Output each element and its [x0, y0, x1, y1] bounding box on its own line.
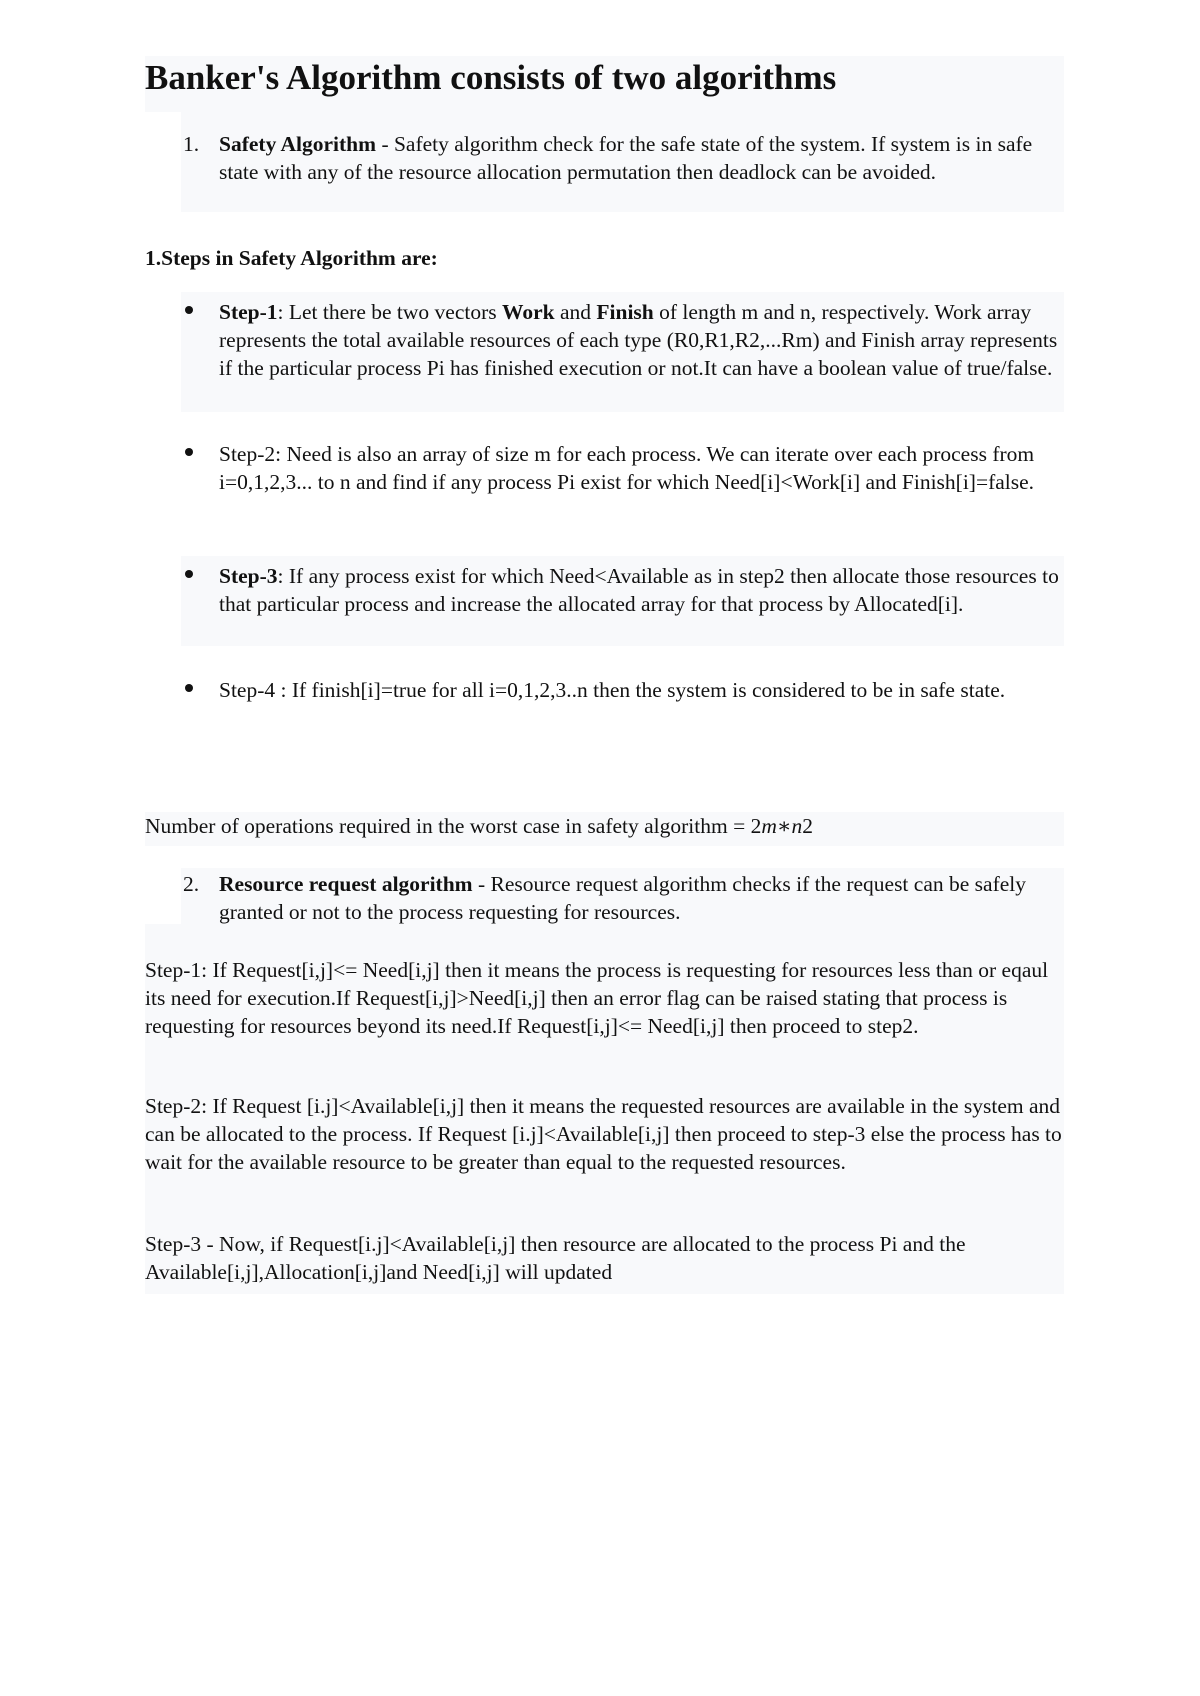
safety-step-1 — [219, 298, 1064, 382]
operations-star: ∗ — [776, 814, 792, 838]
finish-term: Finish — [596, 300, 654, 324]
operations-two: 2 — [802, 814, 813, 838]
safety-step-1-text-a: : Let there be two vectors — [277, 300, 503, 324]
safety-step-1-label: Step-1 — [219, 300, 278, 324]
safety-step-3-label: Step-3 — [219, 564, 278, 588]
bullet-icon — [185, 306, 193, 314]
request-step-3: Step-3 - Now, if Request[i.j]<Available[i,j] then resource are allocated to the process Pi and the Available[i,j],Allocation[i,j]and Need[i,j] will updated — [145, 1232, 966, 1284]
item2-body: - Resource request algorithm checks if the request can be safely granted or not to the process requesting for resources. — [219, 872, 1026, 924]
safety-step-3-text: : If any process exist for which Need<Available as in step2 then allocate those resources to that particular process and increase the allocated array for that process by Allocated[i]. — [219, 564, 1059, 616]
operations-text: Number of operations required in the worst case in safety algorithm = 2 — [145, 814, 762, 838]
item1-body: - Safety algorithm check for the safe state of the system. If system is in safe state with any of the resource allocation permutation then deadlock can be avoided. — [219, 132, 1033, 184]
item1-label: Safety Algorithm — [219, 132, 377, 156]
safety-step-3 — [219, 562, 1064, 618]
steps-heading: 1.Steps in Safety Algorithm are: — [145, 246, 438, 270]
item1-text — [219, 130, 1064, 186]
request-step-2: Step-2: If Request [i.j]<Available[i,j] then it means the requested resources are available in the system and can be allocated to the process. If Request [i.j]<Available[i,j] then proceed to step-3 else the process has to wait for the available resource to be greater than equal to the requested resources. — [145, 1094, 1062, 1174]
operations-line — [145, 812, 1065, 840]
item1-number: 1. — [183, 132, 200, 156]
item2-text — [219, 870, 1064, 926]
request-step-1: Step-1: If Request[i,j]<= Need[i,j] then it means the process is requesting for resources less than or eqaul its need for execution.If Request[i,j]>Need[i,j] then an error flag can be raised stating that process is requesting for resources beyond its need.If Request[i,j]<= Need[i,j] then proceed to step2. — [145, 958, 1049, 1038]
safety-step-2: Step-2: Need is also an array of size m for each process. We can iterate over each process from i=0,1,2,3... to n and find if any process Pi exist for which Need[i]<Work[i] and Finish[i]=false. — [219, 442, 1035, 494]
bullet-icon — [185, 570, 193, 578]
page-title: Banker's Algorithm consists of two algorithms — [145, 58, 837, 97]
and-text: and — [554, 300, 597, 324]
item2-label: Resource request algorithm — [219, 872, 473, 896]
work-term: Work — [502, 300, 555, 324]
bullet-icon — [185, 684, 193, 692]
bullet-icon — [185, 448, 193, 456]
item2-number: 2. — [183, 872, 200, 896]
operations-n: n — [791, 814, 803, 838]
operations-m: m — [761, 814, 777, 838]
safety-step-4: Step-4 : If finish[i]=true for all i=0,1,2,3..n then the system is considered to be in safe state. — [219, 678, 1006, 702]
safety-step-1-text-b: of length m and n, respectively. Work array represents the total available resources of each type (R0,R1,R2,...Rm) and Finish array represents if the particular process Pi has finished execution or not.It can have a boolean value of true/false. — [219, 300, 1058, 380]
